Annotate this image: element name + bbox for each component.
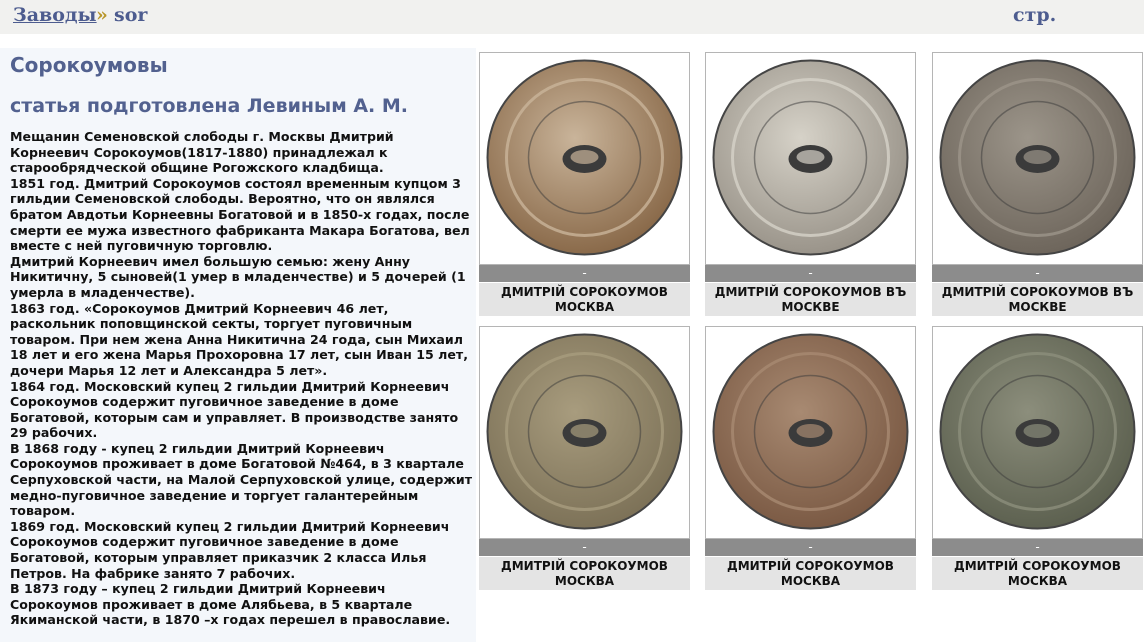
button-photo[interactable] [932,52,1143,265]
article-subtitle: статья подготовлена Левиным А. М. [10,95,409,117]
breadcrumb-separator: » [96,4,108,26]
article-paragraph: 1869 год. Московский купец 2 гильдии Дмитрий Корнеевич Сорокоумов содержит пуговичное заведение в доме Богатовой, которым управляет приказчик 2 класса Илья Петров. На фабрике занято 7 рабочих. [10,518,450,581]
gallery-card[interactable] [932,52,1143,322]
card-caption[interactable]: ДМИТРIЙ СОРОКОУМОВ ВЪ МОСКВЕ [932,283,1143,316]
article-paragraph: 1851 год. Дмитрий Сорокоумов состоял временным купцом 3 гильдии Семеновской слободы. Вероятно, что он являлся братом Авдотьи Корнеевны Богатовой и в 1850-х годах, после смерти ее мужа известного фабриканта Макара Богатова, вел вместе с ней пуговичную торговлю. [10,175,470,254]
card-caption[interactable]: ДМИТРIЙ СОРОКОУМОВ ВЪ МОСКВЕ [705,283,916,316]
card-bar: - [705,265,916,282]
card-bar: - [705,539,916,556]
article-paragraph: Дмитрий Корнеевич имел большую семью: жену Анну Никитичну, 5 сыновей(1 умер в младенчестве) и 5 дочерей (1 умерла в младенчестве). [10,253,466,300]
button-photo-icon [938,332,1137,531]
button-photo[interactable] [479,52,690,265]
article-body [10,129,473,628]
button-photo[interactable] [932,326,1143,539]
top-nav-bar [0,0,1144,34]
button-photo[interactable] [705,326,916,539]
button-photo[interactable] [479,326,690,539]
article-title: Сорокоумовы [10,53,168,77]
card-caption[interactable]: ДМИТРIЙ СОРОКОУМОВ МОСКВА [479,557,690,590]
card-bar: - [932,539,1143,556]
gallery-card[interactable] [705,52,916,322]
gallery-card[interactable] [932,326,1143,596]
breadcrumb-link-factories[interactable]: Заводы [13,4,97,26]
article-panel [0,48,476,642]
button-photo-icon [485,58,684,257]
card-bar: - [932,265,1143,282]
card-caption[interactable]: ДМИТРIЙ СОРОКОУМОВ МОСКВА [479,283,690,316]
gallery-card[interactable] [479,326,690,596]
article-paragraph: В 1873 году – купец 2 гильдии Дмитрий Корнеевич Сорокоумов проживает в доме Алябьева, в 5 квартале Якиманской части, в 1870 –х годах перешел в православие. [10,581,451,628]
card-bar: - [479,265,690,282]
gallery-card[interactable] [705,326,916,596]
card-caption[interactable]: ДМИТРIЙ СОРОКОУМОВ МОСКВА [932,557,1143,590]
button-photo-icon [938,58,1137,257]
article-paragraph: Мещанин Семеновской слободы г. Москвы Дмитрий Корнеевич Сорокоумов(1817-1880) принадлежал к старообрядческой общине Рогожского кладбища. [10,129,394,176]
breadcrumb-current: sor [114,4,148,26]
button-photo-icon [711,58,910,257]
article-paragraph: 1863 год. «Сорокоумов Дмитрий Корнеевич 46 лет, раскольник поповщинской секты, торгует пуговичным товаром. При нем жена Анна Никитична 24 года, сын Михаил 18 лет и его жена Марья Прохоровна 17 лет, сын Иван 15 лет, дочери Марья 12 лет и Александра 5 лет». [10,300,468,378]
button-photo-icon [711,332,910,531]
card-bar: - [479,539,690,556]
article-paragraph: В 1868 году - купец 2 гильдии Дмитрий Корнеевич Сорокоумов проживает в доме Богатовой №464, в 3 квартале Серпуховской части, на Малой Серпуховской улице, содержит медно-пуговичное заведение и торгует галантерейным товаром. [10,440,473,519]
gallery-card[interactable] [479,52,690,322]
page-label: стр. [1013,4,1057,26]
article-paragraph: 1864 год. Московский купец 2 гильдии Дмитрий Корнеевич Сорокоумов содержит пуговичное заведение в доме Богатовой, которым сам и управляет. В производстве занято 29 рабочих. [10,378,459,441]
button-photo[interactable] [705,52,916,265]
card-caption[interactable]: ДМИТРIЙ СОРОКОУМОВ МОСКВА [705,557,916,590]
button-photo-icon [485,332,684,531]
